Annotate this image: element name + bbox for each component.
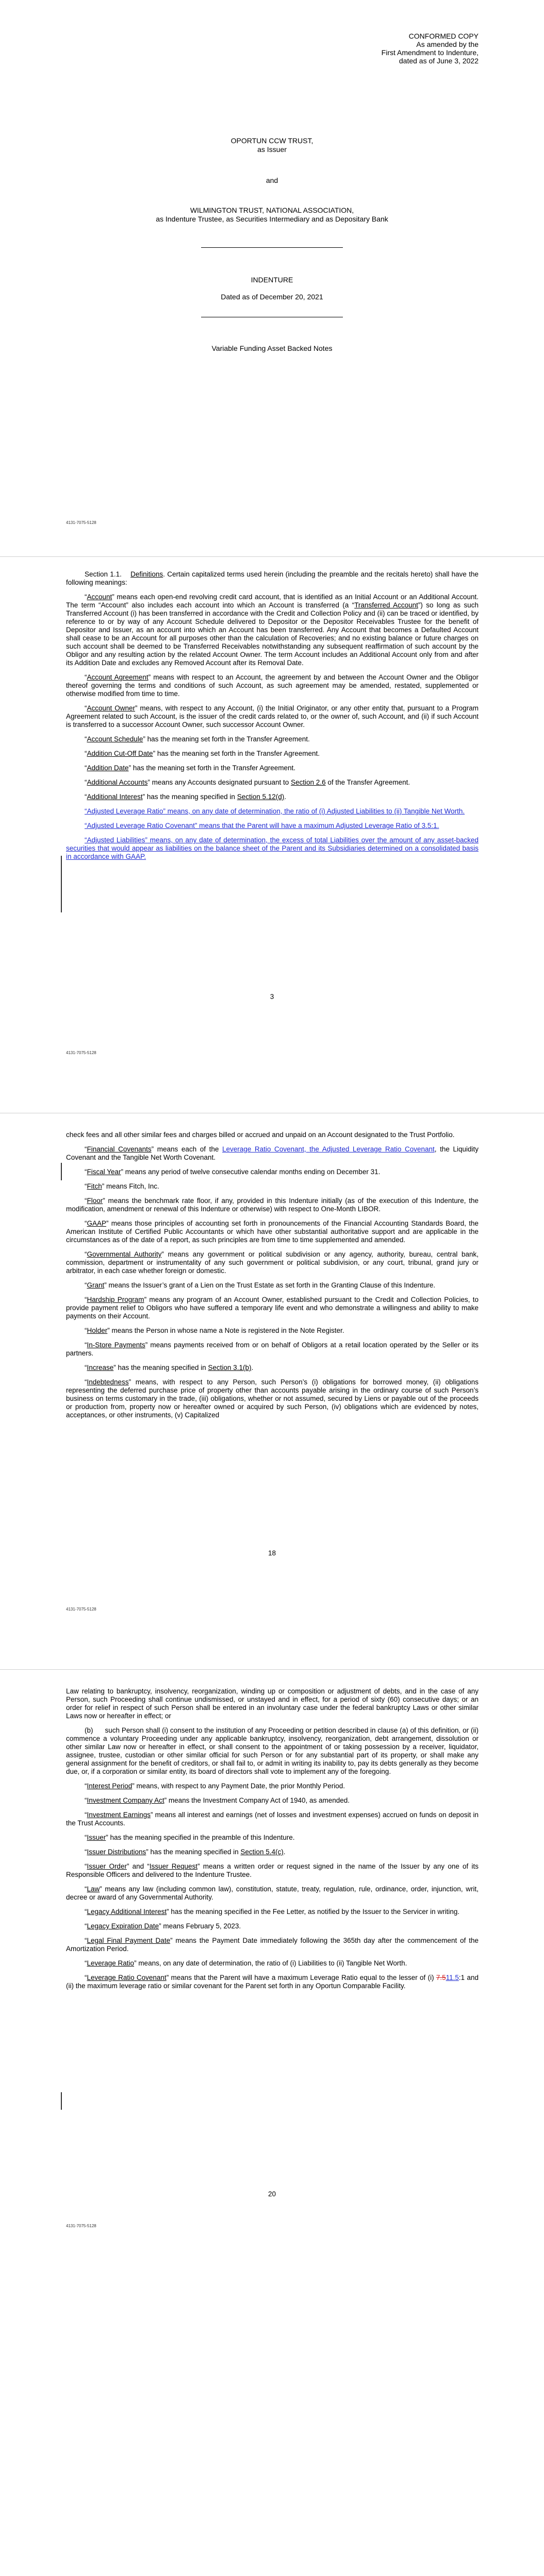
- definition-additional-accounts: “Additional Accounts” means any Accounts designated pursuant to Section 2.6 of the Transfer Agreement.: [85, 778, 410, 786]
- definition-addition-date: “Addition Date” has the meaning set forth in the Transfer Agreement.: [85, 764, 295, 772]
- document-footer-id: 4131-7075-5128: [66, 2224, 96, 2228]
- definition-in-store-payments: “In-Store Payments” means payments received from or on behalf of Obligors at a retail location operated by the Seller or its partners.: [66, 1341, 479, 1357]
- clause-b: [66, 1726, 479, 1776]
- defined-term: Governmental Authority: [87, 1250, 162, 1258]
- section-reference: Section 5.12(d): [237, 793, 285, 801]
- page-number: 18: [268, 1549, 276, 1557]
- definition-legacy-additional-interest: “Legacy Additional Interest” has the meaning specified in the Fee Letter, as notified by the Issuer to the Servicer in writing.: [85, 1908, 460, 1916]
- definition-investment-company-act: “Investment Company Act” means the Investment Company Act of 1940, as amended.: [85, 1797, 350, 1804]
- defined-term: Issuer Request: [149, 1862, 198, 1870]
- definition-legal-final-payment-date: “Legal Final Payment Date” means the Payment Date immediately following the 365th day after the commencement of the Amortization Period.: [66, 1937, 479, 1953]
- definition-text: means all interest and earnings (net of losses and investment expenses) accrued on funds on deposit in the Trust Accounts.: [66, 1811, 479, 1827]
- document-footer-id: 4131-7075-5128: [66, 1607, 96, 1612]
- defined-term: Account Owner: [87, 704, 135, 712]
- defined-term: Addition Date: [87, 764, 129, 772]
- definition-law: “Law” means any law (including common law), constitution, statute, treaty, regulation, rule, ordinance, order, injunction, writ, decree or award of any Governmental Authority.: [66, 1885, 479, 1901]
- defined-term: Adjusted Leverage Ratio: [87, 807, 163, 815]
- section-intro: . Certain capitalized terms used herein (including the preamble and the recitals hereto) shall have the following meanings:: [66, 570, 479, 586]
- definition-text: has the meaning specified in the preamble of this Indenture.: [108, 1834, 295, 1841]
- definition-governmental-authority: “Governmental Authority” means any government or political subdivision or any agency, authority, bureau, central bank, commission, department or instrumentality of any such government or political subdivision, or any court, tribunal, grand jury or arbitrator, in each case whether foreign or domestic.: [66, 1250, 479, 1275]
- definition-financial-covenants: “Financial Covenants” means each of the Leverage Ratio Covenant, the Adjusted Leverage Ratio Covenant, the Liquidity Covenant and the Tangible Net Worth Covenant.: [66, 1145, 479, 1161]
- page-number: 20: [268, 2190, 276, 2198]
- conformed-line: CONFORMED COPY: [408, 32, 479, 40]
- conformed-line: dated as of June 3, 2022: [399, 57, 479, 65]
- conformed-line: As amended by the: [416, 40, 479, 48]
- conformed-line: First Amendment to Indenture,: [381, 48, 479, 57]
- continued-text: check fees and all other similar fees and charges billed or accrued and unpaid on an Account designated to the Trust Portfolio.: [66, 1131, 455, 1139]
- definition-fitch: “Fitch” means Fitch, Inc.: [85, 1182, 159, 1190]
- definition-gaap: “GAAP” means those principles of accounting set forth in pronouncements of the Financial Accounting Standards Board, the American Institute of Certified Public Accountants or which have other substantial authoritative support and are applicable in the circumstances as of the date of a report, as such principles are from time to time supplemented and amended.: [66, 1219, 479, 1244]
- document-title: INDENTURE: [251, 276, 293, 284]
- definition-text: means that the Parent will have a maximum Leverage Ratio equal to the lesser of (i): [169, 1974, 436, 1981]
- defined-term: Hardship Program: [87, 1296, 144, 1303]
- defined-term: Fitch: [87, 1182, 102, 1190]
- change-bar: [61, 1163, 62, 1180]
- inserted-definition-adjusted-liabilities: “Adjusted Liabilities” means, on any date of determination, the excess of total Liabilities over the amount of any asset-backed securities that would appear as liabilities on the balance sheet of the Parent and its Subsidiaries determined on a consolidated basis in accordance with GAAP.: [66, 836, 479, 860]
- definition-indebtedness: “Indebtedness” means, with respect to any Person, such Person’s (i) obligations for borrowed money, (ii) obligations representing the deferred purchase price of property other than accounts payable arising in the ordinary course of such Person’s business on terms customary in the trade, (iii) obligations, whether or not assumed, secured by Liens or payable out of the proceeds or production from, property now or hereafter owned or acquired by such Person, (iv) obligations which are evidenced by notes, acceptances, or other instruments, (v) Capitalized: [66, 1378, 479, 1419]
- document-subtitle: Variable Funding Asset Backed Notes: [211, 344, 333, 352]
- defined-term: Increase: [87, 1364, 114, 1371]
- defined-term: Legacy Expiration Date: [87, 1922, 159, 1930]
- defined-term: Floor: [87, 1197, 103, 1205]
- trustee-role: as Indenture Trustee, as Securities Intermediary and as Depositary Bank: [156, 215, 388, 223]
- defined-term: Account: [87, 593, 112, 601]
- definition-text: means any Accounts designated pursuant to: [150, 778, 291, 786]
- definition-text: :1 and (ii) the maximum leverage ratio or similar covenant for the Parent set forth in any Oportun Comparable Facility.: [66, 1974, 479, 1990]
- definition-text: means any government or political subdivision or any agency, authority, bureau, central bank, commission, department or instrumentality of any such government or political subdivision, or any court, tribunal, grand jury or arbitrator, in each case whether foreign or domestic.: [66, 1250, 479, 1275]
- definition-text: means that the Parent will have a maximum Adjusted Leverage Ratio of 3.5:1.: [197, 822, 439, 829]
- defined-term: Indebtedness: [87, 1378, 129, 1386]
- definition-text: has the meaning set forth in the Transfer Agreement.: [131, 764, 295, 772]
- defined-term: Adjusted Leverage Ratio Covenant: [87, 822, 195, 829]
- defined-term: GAAP: [87, 1219, 107, 1227]
- page-18: [0, 1113, 544, 1670]
- defined-term: Law: [87, 1885, 100, 1893]
- definition-account-owner: “Account Owner” means, with respect to any Account, (i) the Initial Originator, or any other entity that, pursuant to a Program Agreement related to such Account, is the issuer of the credit cards related to, or the owner of, such Account, and (ii) if such Account is transferred to a successor Account Owner, such successor Account Owner.: [66, 704, 479, 728]
- definition-text: and “: [129, 1862, 150, 1870]
- issuer-name: OPORTUN CCW TRUST,: [230, 137, 314, 145]
- clause-label: (b): [85, 1726, 93, 1734]
- conformed-copy-legend: [382, 32, 479, 65]
- definition-fiscal-year: “Fiscal Year” means any period of twelve consecutive calendar months ending on December 31.: [85, 1168, 381, 1176]
- definition-text: means each of the: [154, 1145, 223, 1153]
- definition-text: means the benchmark rate floor, if any, provided in this Indenture initially (as of the execution of this Indenture, the modification, amendment or renewal of this Indenture or otherwise) with respect to One-Month LIBOR.: [66, 1197, 479, 1213]
- defined-term: Account Agreement: [87, 673, 149, 681]
- defined-term: Issuer Order: [87, 1862, 127, 1870]
- defined-term: Leverage Ratio: [87, 1959, 135, 1967]
- defined-term: Additional Interest: [87, 793, 143, 801]
- inserted-definition-adjusted-leverage-covenant: “Adjusted Leverage Ratio Covenant” means that the Parent will have a maximum Adjusted Leverage Ratio of 3.5:1.: [85, 822, 439, 829]
- definition-text: has the meaning specified in: [145, 793, 237, 801]
- definition-holder: “Holder” means the Person in whose name a Note is registered in the Note Register.: [85, 1327, 344, 1334]
- section-reference: Section 2.6: [291, 778, 326, 786]
- page-number: 3: [270, 993, 274, 1001]
- definition-legacy-expiration-date: “Legacy Expiration Date” means February 5, 2023.: [85, 1922, 241, 1930]
- continued-text: Law relating to bankruptcy, insolvency, reorganization, winding up or composition or adjustment of debts, and in the case of any Person, such Proceeding shall continue undismissed, or unstayed and in effect, for a period of sixty (60) consecutive days; or an order for relief in respect of such Person shall be entered in an involuntary case under the federal bankruptcy Laws or other similar Laws now or hereafter in effect; or: [66, 1687, 479, 1720]
- defined-term: Fiscal Year: [87, 1168, 121, 1176]
- section-reference: Section 5.4(c): [240, 1848, 284, 1856]
- definition-text: means payments received from or on behalf of Obligors at a retail location operated by the Seller or its partners.: [66, 1341, 479, 1357]
- defined-term: Grant: [87, 1281, 105, 1289]
- defined-term: Addition Cut-Off Date: [87, 750, 153, 757]
- defined-term: Financial Covenants: [87, 1145, 152, 1153]
- and-connector: and: [266, 176, 278, 184]
- definition-text: .: [251, 1364, 254, 1371]
- divider-line: [201, 247, 343, 248]
- section-heading: [66, 570, 479, 587]
- definition-leverage-ratio-covenant: “Leverage Ratio Covenant” means that the Parent will have a maximum Leverage Ratio equal to the lesser of (i) 7.511.5:1 and (ii) the maximum leverage ratio or similar covenant for the Parent set forth in any Oportun Comparable Facility.: [66, 1974, 479, 1990]
- definition-text: means, with respect to any Person, such Person’s (i) obligations for borrowed money, (ii) obligations representing the deferred purchase price of property other than accounts payable arising in the ordinary course of such Person’s business on terms customary in the trade, (iii) obligations, whether or not assumed, secured by Liens or payable out of the proceeds or production from, property now or hereafter owned or acquired by such Person, (iv) obligations which are evidenced by notes, acceptances, or other instruments, (v) Capitalized: [66, 1378, 479, 1419]
- change-bar: [61, 856, 62, 912]
- clause-text: such Person shall (i) consent to the institution of any Proceeding or petition described in clause (a) of this definition, or (ii) commence a voluntary Proceeding under any applicable bankruptcy, insolvency, reorganization, debt arrangement, dissolution or other similar Law now or hereafter in effect, or shall consent to the appointment of or taking possession by a receiver, liquidator, assignee, trustee, custodian or other similar official for such Person or for any substantial part of its property, or shall make any general assignment for the benefit of creditors, or shall fail to, or admit in writing its inability to, pay its debts generally as they become due, or, if a corporation or similar entity, its board of directors shall vote to implement any of the foregoing.: [66, 1726, 479, 1775]
- page-18-body: [66, 1131, 479, 1426]
- page-3: [0, 557, 544, 1113]
- definition-text: means with respect to an Account, the agreement by and between the Account Owner and the Obligor thereof governing the terms and conditions of such Account, as such agreement may be amended, restated, supplemented or otherwise modified from time to time.: [66, 673, 479, 698]
- definition-issuer: “Issuer” has the meaning specified in the preamble of this Indenture.: [85, 1834, 295, 1841]
- page-3-body: [66, 570, 479, 867]
- definition-text: has the meaning specified in: [148, 1848, 241, 1856]
- defined-term: Additional Accounts: [87, 778, 148, 786]
- definition-text: means those principles of accounting set forth in pronouncements of the Financial Accounting Standards Board, the American Institute of Certified Public Accountants or which have other substantial authoritative support and are applicable in the circumstances as of the date of a report, as such principles are from time to time supplemented and amended.: [66, 1219, 479, 1244]
- definition-grant: “Grant” means the Issuer’s grant of a Lien on the Trust Estate as set forth in the Granting Clause of this Indenture.: [85, 1281, 436, 1289]
- defined-term: Adjusted Liabilities: [87, 836, 145, 844]
- defined-term: Transferred Account: [354, 601, 418, 609]
- issuer-role: as Issuer: [257, 145, 287, 154]
- definition-account-schedule: “Account Schedule” has the meaning set forth in the Transfer Agreement.: [85, 735, 310, 743]
- defined-term: Holder: [87, 1327, 108, 1334]
- defined-term: In-Store Payments: [87, 1341, 145, 1349]
- inserted-definition-adjusted-leverage-ratio: “Adjusted Leverage Ratio” means, on any date of determination, the ratio of (i) Adjusted Liabilities to (ii) Tangible Net Worth.: [85, 807, 465, 815]
- definition-text: means, with respect to any Payment Date, the prior Monthly Period.: [134, 1782, 345, 1790]
- deleted-text: 7.5: [436, 1974, 446, 1981]
- definition-text: has the meaning set forth in the Transfer Agreement.: [155, 750, 320, 757]
- trustee-name: WILMINGTON TRUST, NATIONAL ASSOCIATION,: [190, 206, 354, 214]
- definition-addition-cutoff: “Addition Cut-Off Date” has the meaning set forth in the Transfer Agreement.: [85, 750, 320, 757]
- definition-additional-interest: “Additional Interest” has the meaning specified in Section 5.12(d).: [85, 793, 287, 801]
- section-reference: Section 3.1(b): [208, 1364, 252, 1371]
- definition-account: “Account” means each open-end revolving credit card account, that is identified as an Initial Account or an Additional Account. The term “Account” also includes each account into which an Account is transferred (a “Transferred Account”) so long as such Transferred Account (i) has been transferred in accordance with the Credit and Collection Policy and (ii) can be traced or identified, by reference to or by way of any Account Schedule delivered to Depositor or the Depositor Receivables Trustee for the benefit of Depositor and Issuer, as an account into which an Account has been transferred. Any Account that becomes a Defaulted Account shall cease to be an Account for all purposes other than the calculation of Recoveries; and no existing balance or future charges on such account shall be deemed to be Transferred Receivables notwithstanding any subsequent reaffirmation of such account by the Obligor and any resulting action by the related Account Owner. The term Account includes an Additional Account only from and after its Addition Date and excludes any Removed Account after its Removal Date.: [66, 593, 479, 667]
- definition-text: means any period of twelve consecutive calendar months ending on December 31.: [123, 1168, 381, 1176]
- defined-term: Interest Period: [87, 1782, 133, 1790]
- definition-floor: “Floor” means the benchmark rate floor, if any, provided in this Indenture initially (as of the execution of this Indenture, the modification, amendment or renewal of this Indenture or otherwise) with respect to One-Month LIBOR.: [66, 1197, 479, 1213]
- definition-text: means, on any date of determination, the ratio of (i) Adjusted Liabilities to (ii) Tangible Net Worth.: [165, 807, 465, 815]
- defined-term: Investment Earnings: [87, 1811, 151, 1819]
- definition-text: ”) so long as such Transferred Account (i) has been transferred in accordance with the Credit and Collection Policy and (ii) can be traced or identified, by reference to or by way of any Account Schedule delivered to Depositor or the Depositor Receivables Trustee for the benefit of Depositor and Issuer, as an account into which an Account has been transferred. Any Account that becomes a Defaulted Account shall cease to be an Account for all purposes other than the calculation of Recoveries; and no existing balance or future charges on such account shall be deemed to be Transferred Receivables notwithstanding any subsequent reaffirmation of such account by the Obligor and any resulting action by the related Account Owner. The term Account includes an Additional Account only from and after its Addition Date and excludes any Removed Account after its Removal Date.: [66, 601, 479, 667]
- document-date: Dated as of December 20, 2021: [221, 293, 323, 301]
- section-title: Definitions: [130, 570, 163, 578]
- definition-text: means Fitch, Inc.: [104, 1182, 159, 1190]
- defined-term: Issuer: [87, 1834, 106, 1841]
- definition-text: means the Person in whose name a Note is registered in the Note Register.: [109, 1327, 344, 1334]
- definition-increase: “Increase” has the meaning specified in Section 3.1(b).: [85, 1364, 254, 1371]
- definition-text: , the Liquidity Covenant and the Tangible Net Worth Covenant.: [66, 1145, 479, 1161]
- definition-text: means, on any date of determination, the excess of total Liabilities over the amount of any asset-backed securities that would appear as liabilities on the balance sheet of the Parent and its Subsidiaries determined on a consolidated basis in accordance with GAAP.: [66, 836, 479, 860]
- definition-text: has the meaning set forth in the Transfer Agreement.: [145, 735, 310, 743]
- definition-hardship-program: “Hardship Program” means any program of an Account Owner, established pursuant to the Credit and Collection Policies, to provide payment relief to Obligors who have suffered a temporary life event and who demonstrate a willingness and ability to make payments on their Account.: [66, 1296, 479, 1320]
- change-bar: [61, 2092, 62, 2110]
- definition-text: means any law (including common law), constitution, statute, treaty, regulation, rule, ordinance, order, injunction, writ, decree or award of any Governmental Authority.: [66, 1885, 479, 1901]
- definition-text: means the Investment Company Act of 1940, as amended.: [167, 1797, 350, 1804]
- definition-text: .: [284, 793, 287, 801]
- definition-text: of the Transfer Agreement.: [325, 778, 410, 786]
- defined-term: Legacy Additional Interest: [87, 1908, 167, 1916]
- definition-text: means the Issuer’s grant of a Lien on the Trust Estate as set forth in the Granting Clause of this Indenture.: [106, 1281, 436, 1289]
- defined-term: Investment Company Act: [87, 1797, 164, 1804]
- definition-text: means each open-end revolving credit card account, that is identified as an Initial Account or an Additional Account. The term “Account” also includes each account into which an Account is transferred (a “: [66, 593, 479, 609]
- document-footer-id: 4131-7075-5128: [66, 520, 96, 525]
- inserted-text: 11.5: [446, 1974, 459, 1981]
- definition-text: means any program of an Account Owner, established pursuant to the Credit and Collection Policies, to provide payment relief to Obligors who have suffered a temporary life event and who demonstrate a willingness and ability to make payments on their Account.: [66, 1296, 479, 1320]
- definition-text: means, with respect to any Account, (i) the Initial Originator, or any other entity that, pursuant to a Program Agreement related to such Account, is the issuer of the credit cards related to, or the owner of, such Account, and (ii) if such Account is transferred to a successor Account Owner, such successor Account Owner.: [66, 704, 479, 728]
- document-footer-id: 4131-7075-5128: [66, 1050, 96, 1055]
- definition-interest-period: “Interest Period” means, with respect to any Payment Date, the prior Monthly Period.: [85, 1782, 345, 1790]
- definition-text: ” means a written order or request signed in the name of the Issuer by any one of its Responsible Officers and delivered to the Indenture Trustee.: [66, 1862, 479, 1878]
- page-20: [0, 1670, 544, 2236]
- defined-term: Legal Final Payment Date: [87, 1937, 171, 1944]
- definition-leverage-ratio: “Leverage Ratio” means, on any date of determination, the ratio of (i) Liabilities to (ii) Tangible Net Worth.: [85, 1959, 407, 1967]
- section-number: Section 1.1.: [85, 570, 122, 578]
- definition-account-agreement: “Account Agreement” means with respect to an Account, the agreement by and between the Account Owner and the Obligor thereof governing the terms and conditions of such Account, as such agreement may be amended, restated, supplemented or otherwise modified from time to time.: [66, 673, 479, 698]
- inserted-text: Leverage Ratio Covenant, the Adjusted Leverage Ratio Covenant: [222, 1145, 435, 1153]
- definition-text: has the meaning specified in: [116, 1364, 208, 1371]
- page-20-body: [66, 1687, 479, 1996]
- defined-term: Issuer Distributions: [87, 1848, 146, 1856]
- defined-term: Leverage Ratio Covenant: [87, 1974, 167, 1981]
- definition-text: means February 5, 2023.: [161, 1922, 241, 1930]
- definition-issuer-distributions: “Issuer Distributions” has the meaning specified in Section 5.4(c).: [85, 1848, 286, 1856]
- definition-text: means, on any date of determination, the ratio of (i) Liabilities to (ii) Tangible Net Worth.: [136, 1959, 407, 1967]
- definition-text: means the Payment Date immediately following the 365th day after the commencement of the Amortization Period.: [66, 1937, 479, 1953]
- definition-text: .: [283, 1848, 286, 1856]
- definition-investment-earnings: “Investment Earnings” means all interest and earnings (net of losses and investment expenses) accrued on funds on deposit in the Trust Accounts.: [66, 1811, 479, 1827]
- defined-term: Account Schedule: [87, 735, 143, 743]
- definition-text: has the meaning specified in the Fee Letter, as notified by the Issuer to the Servicer in writing.: [169, 1908, 460, 1916]
- definition-issuer-order: “Issuer Order” and “Issuer Request” means a written order or request signed in the name of the Issuer by any one of its Responsible Officers and delivered to the Indenture Trustee.: [66, 1862, 479, 1878]
